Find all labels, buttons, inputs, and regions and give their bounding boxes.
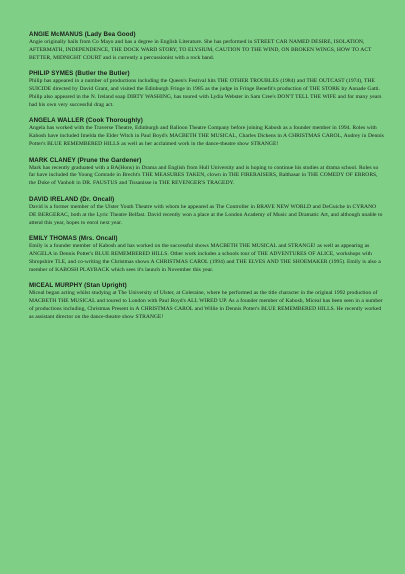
bio-name: ANGELA WALLER (Cook Thoroughly) [29,117,143,125]
bio-entry [29,156,385,189]
bio-entry [29,69,385,110]
bio-name: PHILIP SYMES (Butler the Butler) [29,70,130,78]
bio-entry [29,234,385,275]
bio-text: Angie originally hails from Co Mayo and has a degree in English Literature. She has performed in STREET CAR NAMED DESIRE, ISOLATION, AFTERMATH, INDEPENDENCE, THE DOCK WARD STORY, TO ELYSIUM, CAUTION TO THE WIND, ON BROKEN WINGS, HOW TO ACT BETTER, MIDNIGHT COURT and is currently a percussionist with a rock band. [29,39,372,61]
bio-entry [29,30,385,63]
bio-name: DAVID IRELAND (Dr. Oncall) [29,195,115,203]
bio-text: Angela has worked with the Traverse Theatre, Edinburgh and Balloon Theatre Company before joining Kabosh as a founder member in 1994. Roles with Kabosh have included Imelda the Elder Witch in Paul Boyd's MACBETH THE MUSICAL, Charles Dickens in A CHRISTMAS CAROL, Audrey in Dennis Potter's BLUE REMEMBERED HILLS as well as her acclaimed work in the dance-theatre show STRANGE! [29,125,384,148]
bio-name: MARK CLANEY (Prune the Gardener) [29,156,142,164]
bio-entry [29,116,385,149]
bio-text: David is a former member of the Ulster Youth Theatre with whom he appeared as The Controller in BRAVE NEW WORLD and DeGuiche in CYRANO DE BERGERAC, both at the Lyric Theatre Belfast. David recently won a place at the London Academy of Music and Dramatic Art, and although unable to attend this year, hopes to enrol next year. [29,203,383,226]
bio-text: Mark has recently graduated with a BA(Hons) in Drama and English from Hull University and is hoping to continue his studies at drama school. Roles so far have included the Young Comrade in Brecht's THE MEASURES TAKEN, clown in THE FIRERAISERS, Balthasar in THE COMEDY OF ERRORS, the Duke of Vanholt in DR. FAUSTUS and Tissanisse in THE REVENGER'S TRAGEDY. [29,164,379,187]
bio-name: EMILY THOMAS (Mrs. Oncall) [29,235,118,242]
bio-entry [29,195,385,228]
bio-name: MICEAL MURPHY (Stan Upright) [29,282,127,290]
bio-text: Miceal began acting whilst studying at The University of Ulster, at Coleraine, where he performed as the title character in the original 1992 production of MACBETH THE MUSICAL and toured to London with Paul Boyd's ALL WIRED UP. As a founder member of Kabosh, Miceal has been seen in a number of productions including, Christmas Present in A CHRISTMAS CAROL and Willie in Dennis Potter's BLUE REMEMBERED HILLS. He recently worked as assistant director on the dance-theatre show STRANGE! [29,290,383,320]
bio-text: Philip has appeared in a number of productions including the Queen's Festival hits THE OTHER TROUBLES (1984) and THE OUTCAST (1974), THE SUICIDE directed by David Grant, and visited the Edinburgh Fringe in 1985 as the judge in Fringe Benefit's production of THE STORK by Annade Gatti. Philip also appeared in the N. Ireland soap DIRTY WASHING, has toured with Lydia Webster in Sam Cree's DON'T TELL THE WIFE and for many years had his own very successful drag act. [29,78,382,108]
bio-entry [29,281,385,322]
bio-text: Emily is a founder member of Kabosh and has worked on the successful shows MACBETH THE MUSICAL and STRANGE! as well as appearing as ANGELA in Dennis Potter's BLUE REMEMBERED HILLS. Other work includes a schools tour of THE ADVENTURES OF ALICE, workshops with Shropshire TLE, and co-writing the Christmas shows A CHRISTMAS CAROL (1994) and THE ELVES AND THE SHOEMAKER (1995). Emily is also a member of KABOSH PLAYBACK which sees it's launch in November this year. [29,243,381,273]
bio-name: ANGIE McMANUS (Lady Bea Good) [29,31,136,38]
